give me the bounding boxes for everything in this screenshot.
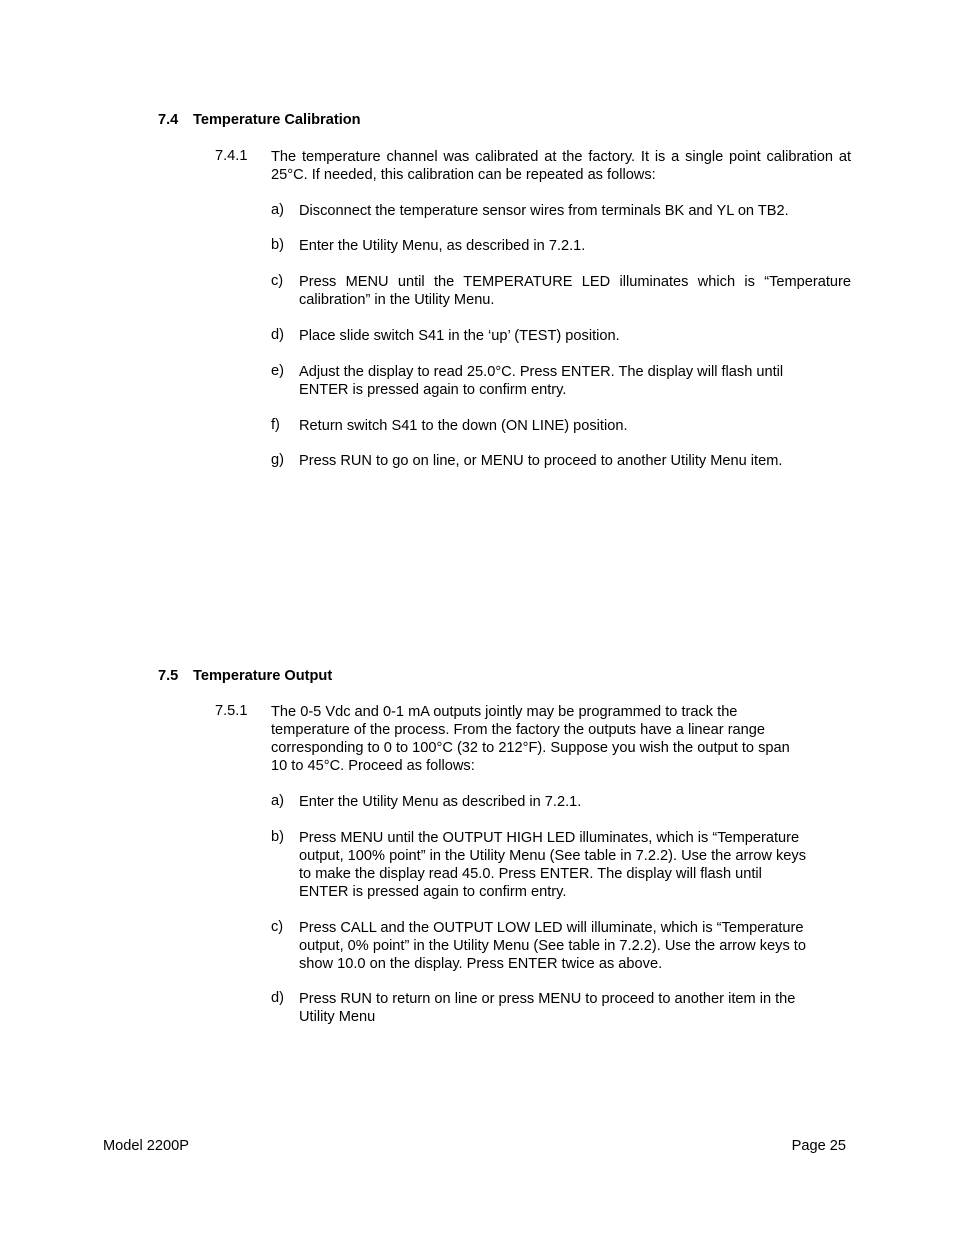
text-line: Utility Menu: [299, 1009, 376, 1025]
list-item-letter: c): [271, 919, 284, 935]
section-title: Temperature Calibration: [193, 112, 361, 128]
text-line: to make the display read 45.0. Press ENTER. The display will flash until: [299, 866, 762, 882]
list-item-letter: f): [271, 417, 280, 433]
text-line: The 0-5 Vdc and 0-1 mA outputs jointly may be programmed to track the: [271, 704, 738, 720]
section-title: Temperature Output: [193, 668, 333, 684]
list-item-text: [299, 990, 851, 1026]
text-line: temperature of the process. From the factory the outputs have a linear range: [271, 722, 766, 738]
text-line: 10 to 45°C. Proceed as follows:: [271, 758, 475, 774]
list-item-letter: a): [271, 793, 284, 809]
paragraph-text: The temperature channel was calibrated at the factory. It is a single point calibration at 25°C. If needed, this calibration can be repeated as follows:: [271, 149, 851, 183]
list-item-letter: d): [271, 990, 284, 1006]
text-line: Enter the Utility Menu as described in 7.2.1.: [299, 794, 582, 810]
list-item-text: Return switch S41 to the down (ON LINE) position.: [299, 418, 628, 434]
paragraph-number: 7.4.1: [215, 148, 248, 164]
list-item-letter: b): [271, 237, 284, 253]
text-line: Press RUN to return on line or press MENU to proceed to another item in the: [299, 991, 796, 1007]
footer-model: Model 2200P: [103, 1138, 190, 1154]
paragraph-text: [271, 703, 851, 775]
list-item-text: [299, 829, 851, 901]
list-item-text: Press MENU until the TEMPERATURE LED illuminates which is “Temperature calibration” in the Utility Menu.: [299, 274, 851, 308]
paragraph-number: 7.5.1: [215, 703, 248, 719]
text-line: output, 100% point” in the Utility Menu (See table in 7.2.2). Use the arrow keys: [299, 848, 806, 864]
section-number: 7.5: [158, 668, 179, 684]
list-item-letter: e): [271, 363, 284, 379]
list-item-letter: g): [271, 452, 284, 468]
list-item-text: Place slide switch S41 in the ‘up’ (TEST) position.: [299, 328, 620, 344]
list-item-letter: b): [271, 829, 284, 845]
list-item-text: [299, 793, 851, 811]
text-line: Press MENU until the OUTPUT HIGH LED illuminates, which is “Temperature: [299, 830, 800, 846]
section-7-4-heading: [158, 112, 361, 128]
list-item-text: Enter the Utility Menu, as described in 7.2.1.: [299, 238, 586, 254]
list-item-letter: a): [271, 202, 284, 218]
text-line: show 10.0 on the display. Press ENTER twice as above.: [299, 956, 663, 972]
list-item-text: Press RUN to go on line, or MENU to proceed to another Utility Menu item.: [299, 453, 783, 469]
list-item-letter: d): [271, 327, 284, 343]
footer-page-number: Page 25: [791, 1138, 846, 1154]
text-line: corresponding to 0 to 100°C (32 to 212°F). Suppose you wish the output to span: [271, 740, 790, 756]
list-item-text: Disconnect the temperature sensor wires from terminals BK and YL on TB2.: [299, 203, 789, 219]
section-7-5-heading: [158, 668, 332, 684]
text-line: output, 0% point” in the Utility Menu (See table in 7.2.2). Use the arrow keys to: [299, 938, 806, 954]
text-line: ENTER is pressed again to confirm entry.: [299, 884, 567, 900]
text-line: Press CALL and the OUTPUT LOW LED will illuminate, which is “Temperature: [299, 920, 804, 936]
list-item-letter: c): [271, 273, 284, 289]
list-item-text: [299, 919, 851, 973]
section-number: 7.4: [158, 112, 179, 128]
list-item-text: Adjust the display to read 25.0°C. Press ENTER. The display will flash until ENTER is pressed again to confirm entry.: [299, 364, 784, 398]
